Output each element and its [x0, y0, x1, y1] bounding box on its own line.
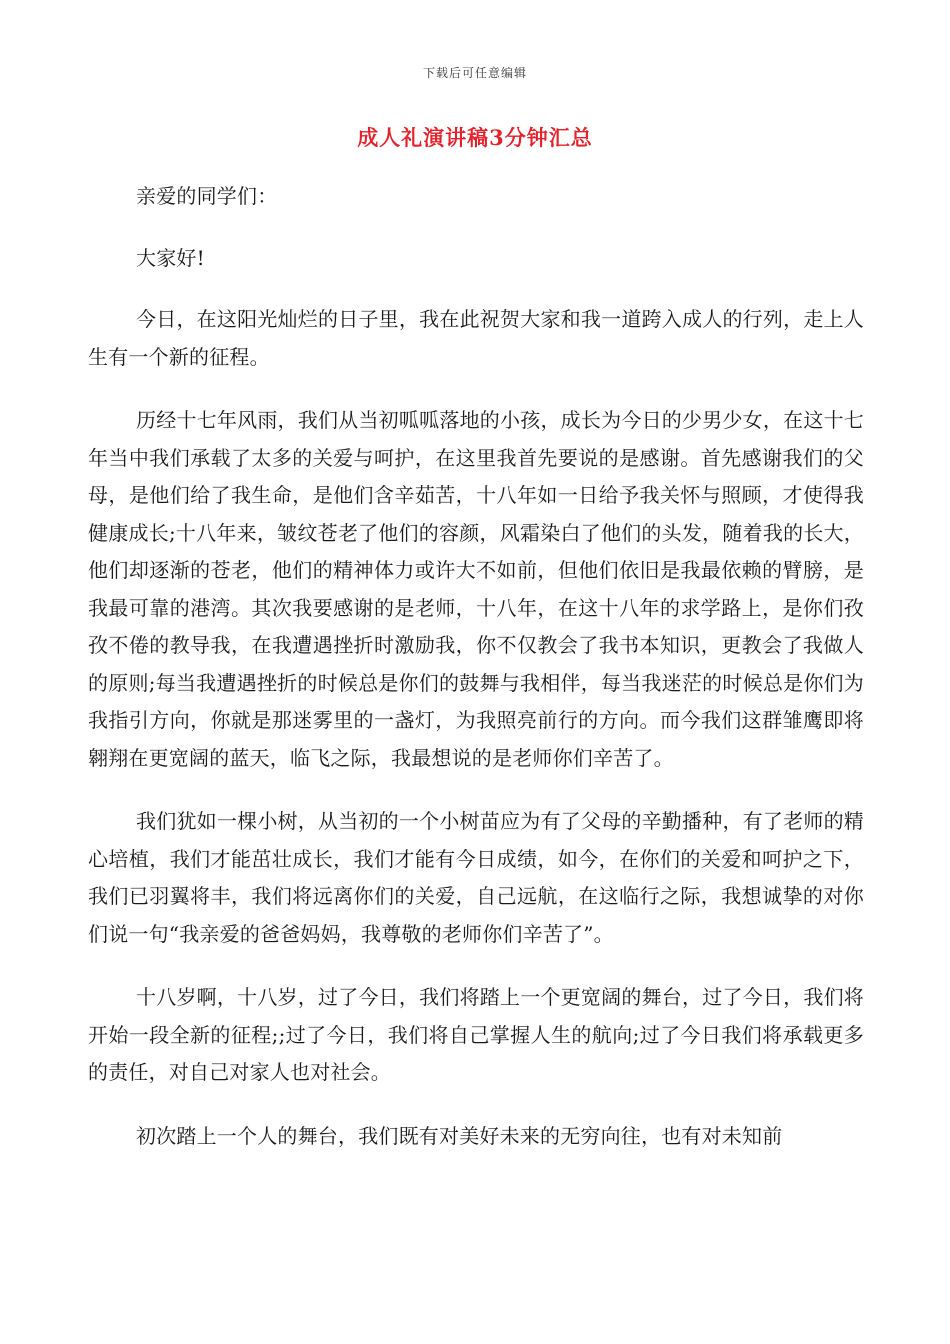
- body-paragraph: 历经十七年风雨，我们从当初呱呱落地的小孩，成长为今日的少男少女，在这十七年当中我们承载了太多的关爱与呵护，在这里我首先要说的是感谢。首先感谢我们的父母，是他们给了我生命，是他们含辛茹苦，十八年如一日给予我关怀与照顾，才使得我健康成长;十八年来，皱纹苍老了他们的容颜，风霜染白了他们的头发，随着我的长大，他们却逐渐的苍老，他们的精神体力或许大不如前，但他们依旧是我最依赖的臂膀，是我最可靠的港湾。其次我要感谢的是老师，十八年，在这十八年的求学路上，是你们孜孜不倦的教导我，在我遭遇挫折时激励我，你不仅教会了我书本知识，更教会了我做人的原则;每当我遭遇挫折的时候总是你们的鼓舞与我相伴，每当我迷茫的时候总是你们为我指引方向，你就是那迷雾里的一盏灯，为我照亮前行的方向。而今我们这群雏鹰即将翱翔在更宽阔的蓝天，临飞之际，我最想说的是老师你们辛苦了。: [88, 408, 864, 770]
- body-paragraph: 十八岁啊，十八岁，过了今日，我们将踏上一个更宽阔的舞台，过了今日，我们将开始一段全新的征程;;过了今日，我们将自己掌握人生的航向;过了今日我们将承载更多的责任，对自己对家人也对社会。: [88, 985, 864, 1084]
- document-title: 成人礼演讲稿3分钟汇总: [357, 125, 593, 150]
- greeting-paragraph: 大家好!: [136, 245, 205, 270]
- body-paragraph: 初次踏上一个人的舞台，我们既有对美好未来的无穷向往，也有对未知前: [136, 1123, 783, 1148]
- salutation-paragraph: 亲爱的同学们：: [136, 184, 278, 208]
- body-paragraph: 今日，在这阳光灿烂的日子里，我在此祝贺大家和我一道跨入成人的行列，走上人生有一个新的征程。: [88, 307, 864, 369]
- header-note: 下载后可任意编辑: [422, 66, 527, 80]
- document-body: [88, 178, 864, 1181]
- body-paragraph: 我们犹如一棵小树，从当初的一个小树苗应为有了父母的辛勤播种，有了老师的精心培植，我们才能茁壮成长，我们才能有今日成绩，如今，在你们的关爱和呵护之下，我们已羽翼将丰，我们将远离你们的关爱，自己远航，在这临行之际，我想诚挚的对你们说一句“我亲爱的爸爸妈妈，我尊敬的老师你们辛苦了”。: [88, 809, 864, 946]
